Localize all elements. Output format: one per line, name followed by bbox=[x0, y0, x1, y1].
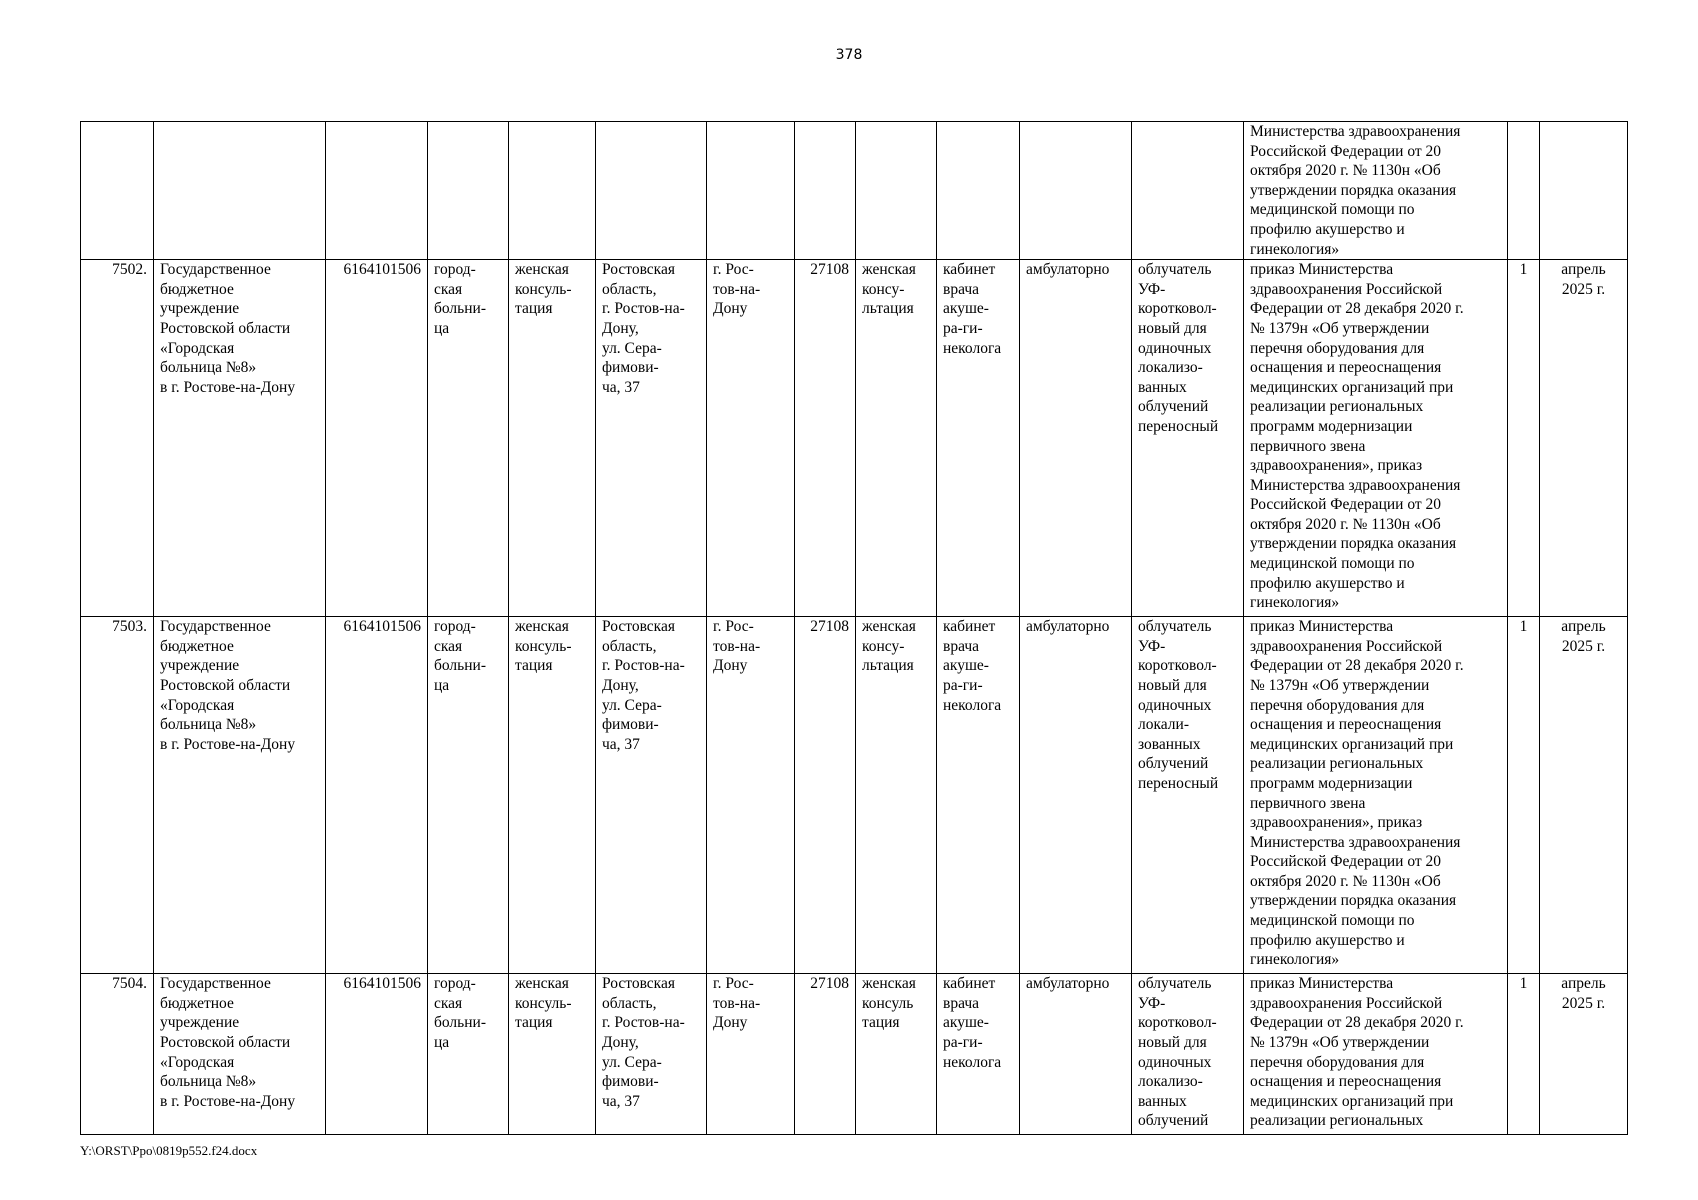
cell-document: приказ Министерства здравоохранения Российской Федерации от 28 декабря 2020 г. № 1379н «Об утверждении перечня оборудования для оснащения и переоснащения медицинских организаций при реализации региональных программ модернизации первичного звена здравоохранения», приказ Министерства здравоохранения Российской Федерации от 20 октября 2020 г. № 1130н «Об утверждении порядка оказания медицинской помощи по профилю акушерство и гинекология» bbox=[1244, 617, 1508, 974]
cell-division: женская консуль тация bbox=[856, 974, 937, 1135]
cell-inn: 6164101506 bbox=[326, 260, 428, 617]
equipment-table bbox=[80, 121, 1628, 1135]
cell-city: г. Рос- тов-на- Дону bbox=[707, 617, 795, 974]
cell-room: кабинет врача акуше- ра-ги- неколога bbox=[937, 260, 1020, 617]
cell-document: приказ Министерства здравоохранения Российской Федерации от 28 декабря 2020 г. № 1379н «Об утверждении перечня оборудования для оснащения и переоснащения медицинских организаций при реализации региональных программ модернизации первичного звена здравоохранения», приказ Министерства здравоохранения Российской Федерации от 20 октября 2020 г. № 1130н «Об утверждении порядка оказания медицинской помощи по профилю акушерство и гинекология» bbox=[1244, 260, 1508, 617]
table-row-continuation bbox=[81, 122, 1628, 260]
cell-division: женская консу- льтация bbox=[856, 260, 937, 617]
cell-quantity: 1 bbox=[1508, 617, 1540, 974]
cell-room: кабинет врача акуше- ра-ги- неколога bbox=[937, 617, 1020, 974]
cell-city: г. Рос- тов-на- Дону bbox=[707, 974, 795, 1135]
cell-equipment: облучатель УФ- коротковол- новый для одиночных локализо- ванных облучений bbox=[1132, 974, 1244, 1135]
table-row bbox=[81, 260, 1628, 617]
cell-quantity: 1 bbox=[1508, 974, 1540, 1135]
cell-number: 7503. bbox=[81, 617, 154, 974]
cell-organization: Государственное бюджетное учреждение Ростовской области «Городская больница №8» в г. Ростове-на-Дону bbox=[154, 617, 326, 974]
table-row bbox=[81, 974, 1628, 1135]
cell-org-type: город- ская больни- ца bbox=[428, 617, 509, 974]
cell-address: Ростовская область, г. Ростов-на- Дону, ул. Сера- фимови- ча, 37 bbox=[596, 974, 707, 1135]
cell-condition: амбулаторно bbox=[1020, 617, 1132, 974]
table-row bbox=[81, 617, 1628, 974]
cell-address: Ростовская область, г. Ростов-на- Дону, ул. Сера- фимови- ча, 37 bbox=[596, 617, 707, 974]
cell-oktmo: 27108 bbox=[795, 974, 856, 1135]
cell-inn: 6164101506 bbox=[326, 974, 428, 1135]
cell-org-type: город- ская больни- ца bbox=[428, 260, 509, 617]
cell-unit: женская консуль- тация bbox=[509, 974, 596, 1135]
cell-organization: Государственное бюджетное учреждение Ростовской области «Городская больница №8» в г. Ростове-на-Дону bbox=[154, 974, 326, 1135]
cell-date: апрель 2025 г. bbox=[1540, 974, 1628, 1135]
cell-condition: амбулаторно bbox=[1020, 260, 1132, 617]
footer-file-path: Y:\ORST\Ppo\0819p552.f24.docx bbox=[80, 1143, 258, 1158]
cell-document: Министерства здравоохранения Российской Федерации от 20 октября 2020 г. № 1130н «Об утверждении порядка оказания медицинской помощи по профилю акушерство и гинекология» bbox=[1244, 122, 1508, 260]
cell-number: 7504. bbox=[81, 974, 154, 1135]
cell-unit: женская консуль- тация bbox=[509, 260, 596, 617]
cell-number: 7502. bbox=[81, 260, 154, 617]
cell-org-type: город- ская больни- ца bbox=[428, 974, 509, 1135]
cell-date: апрель 2025 г. bbox=[1540, 617, 1628, 974]
cell-unit: женская консуль- тация bbox=[509, 617, 596, 974]
cell-organization: Государственное бюджетное учреждение Ростовской области «Городская больница №8» в г. Ростове-на-Дону bbox=[154, 260, 326, 617]
cell-oktmo: 27108 bbox=[795, 617, 856, 974]
cell-division: женская консу- льтация bbox=[856, 617, 937, 974]
cell-document: приказ Министерства здравоохранения Российской Федерации от 28 декабря 2020 г. № 1379н «Об утверждении перечня оборудования для оснащения и переоснащения медицинских организаций при реализации региональных bbox=[1244, 974, 1508, 1135]
cell-address: Ростовская область, г. Ростов-на- Дону, ул. Сера- фимови- ча, 37 bbox=[596, 260, 707, 617]
cell-city: г. Рос- тов-на- Дону bbox=[707, 260, 795, 617]
cell-room: кабинет врача акуше- ра-ги- неколога bbox=[937, 974, 1020, 1135]
cell-equipment: облучатель УФ- коротковол- новый для одиночных локализо- ванных облучений переносный bbox=[1132, 260, 1244, 617]
cell-oktmo: 27108 bbox=[795, 260, 856, 617]
page-number: 378 bbox=[835, 47, 863, 63]
cell-condition: амбулаторно bbox=[1020, 974, 1132, 1135]
cell-date: апрель 2025 г. bbox=[1540, 260, 1628, 617]
cell-inn: 6164101506 bbox=[326, 617, 428, 974]
cell-equipment: облучатель УФ- коротковол- новый для одиночных локали- зованных облучений переносный bbox=[1132, 617, 1244, 974]
cell-quantity: 1 bbox=[1508, 260, 1540, 617]
